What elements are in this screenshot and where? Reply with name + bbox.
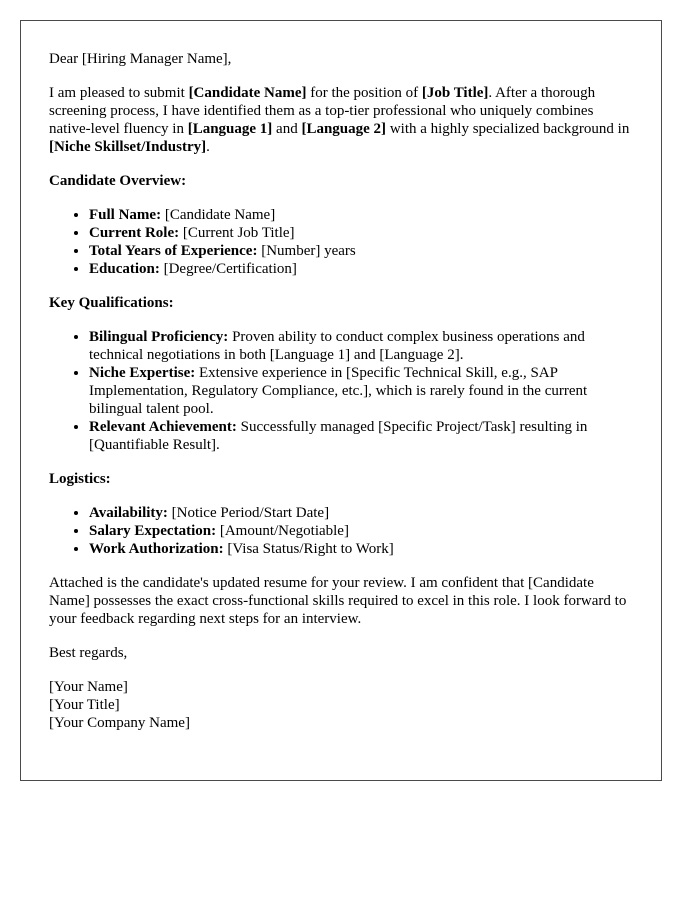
item-value: [Amount/Negotiable] [216,523,349,539]
item-label: Bilingual Proficiency: [89,329,229,345]
list-item [89,328,633,364]
logistics-list [49,504,633,558]
signature-name: [Your Name] [49,679,128,695]
item-label: Availability: [89,505,168,521]
item-label: Niche Expertise: [89,365,196,381]
item-label: Relevant Achievement: [89,419,237,435]
closing-paragraph: Attached is the candidate's updated resume for your review. I am confident that [Candidate Name] possesses the exact cross-functional skills required to excel in this role. I look forward to your feedback regarding next steps for an interview. [49,575,627,627]
intro-paragraph [49,84,633,156]
qualifications-list [49,328,633,454]
list-item [89,522,633,540]
intro-language-1: [Language 1] [187,121,273,137]
item-value: Successfully managed [Specific Project/Task] resulting in [Quantifiable Result]. [89,419,588,453]
item-value: [Notice Period/Start Date] [167,505,330,521]
overview-list [49,206,633,278]
list-item [89,418,633,454]
item-value: [Number] years [257,243,356,259]
list-item [89,242,633,260]
signoff: Best regards, [49,645,128,661]
intro-candidate-name: [Candidate Name] [188,85,307,101]
list-item [89,364,633,418]
signature-company: [Your Company Name] [49,715,190,731]
list-item [89,540,633,558]
signature-block [49,678,633,732]
overview-heading: Candidate Overview: [49,173,187,189]
qualifications-heading: Key Qualifications: [49,295,174,311]
item-label: Current Role: [89,225,180,241]
greeting: Dear [Hiring Manager Name], [49,51,232,67]
intro-segment: and [272,121,302,137]
item-label: Work Authorization: [89,541,224,557]
intro-language-2: [Language 2] [301,121,387,137]
item-value: [Candidate Name] [161,207,276,223]
item-value: Extensive experience in [Specific Technical Skill, e.g., SAP Implementation, Regulatory Compliance, etc.], which is rarely found in the current bilingual talent pool. [89,365,588,417]
list-item [89,260,633,278]
intro-segment: . [206,139,210,155]
item-label: Education: [89,261,160,277]
intro-segment: I am pleased to submit [49,85,189,101]
intro-job-title: [Job Title] [421,85,489,101]
item-label: Full Name: [89,207,162,223]
logistics-heading: Logistics: [49,471,111,487]
list-item [89,504,633,522]
signature-title: [Your Title] [49,697,120,713]
intro-niche-skillset: [Niche Skillset/Industry] [49,139,207,155]
item-value: Proven ability to conduct complex business operations and technical negotiations in both [Language 1] and [Language 2]. [89,329,585,363]
intro-segment: . After a thorough screening process, I have identified them as a top-tier professional who uniquely combines native-level fluency in [49,85,596,137]
intro-segment: for the position of [306,85,422,101]
item-value: [Current Job Title] [179,225,295,241]
item-label: Salary Expectation: [89,523,217,539]
item-value: [Degree/Certification] [159,261,297,277]
item-value: [Visa Status/Right to Work] [223,541,394,557]
list-item [89,206,633,224]
list-item [89,224,633,242]
intro-segment: with a highly specialized background in [386,121,630,137]
item-label: Total Years of Experience: [89,243,258,259]
letter-page [20,20,662,781]
